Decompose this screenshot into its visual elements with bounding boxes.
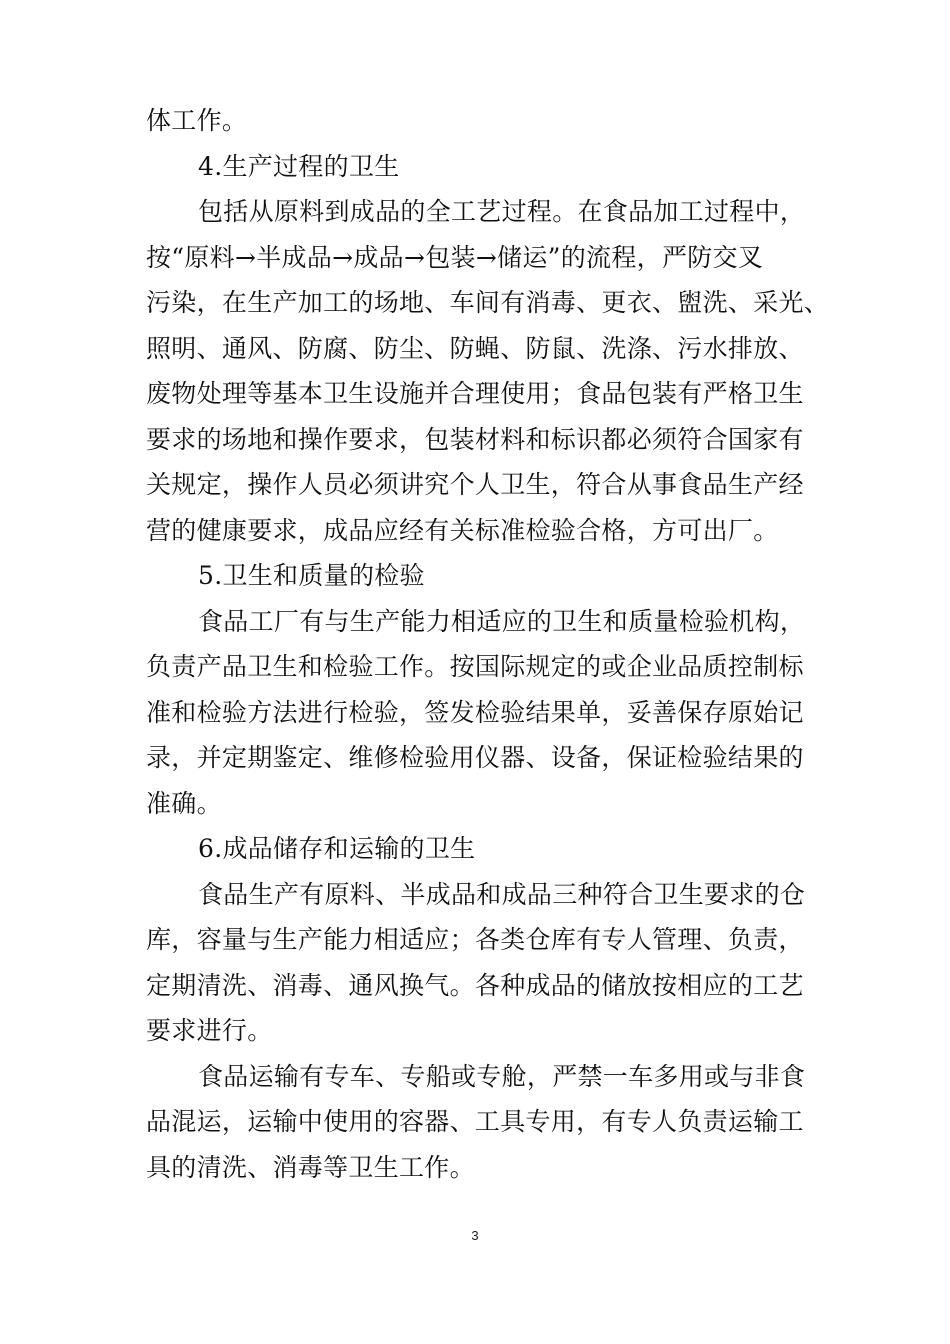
section-heading-6: 6.成品储存和运输的卫生: [198, 834, 476, 863]
text-line: 录，并定期鉴定、维修检验用仪器、设备，保证检验结果的: [146, 743, 804, 772]
text-line: 食品工厂有与生产能力相适应的卫生和质量检验机构，: [198, 606, 806, 636]
text-line: 污染，在生产加工的场地、车间有消毒、更衣、盥洗、采光、: [146, 288, 830, 317]
text-line: 定期清洗、消毒、通风换气。各种成品的储放按相应的工艺: [146, 970, 804, 1000]
text-line: 包括从原料到成品的全工艺过程。在食品加工过程中，: [198, 197, 806, 226]
text-line: 食品运输有专车、专船或专舱，严禁一车多用或与非食: [198, 1061, 806, 1091]
text-line: 具的清洗、消毒等卫生工作。: [146, 1152, 475, 1182]
text-line: 体工作。: [146, 106, 248, 135]
text-line: 库，容量与生产能力相适应；各类仓库有专人管理、负责，: [146, 925, 804, 954]
document-body: [146, 98, 830, 1190]
text-line: 要求进行。: [146, 1016, 273, 1045]
text-line: 关规定，操作人员必须讲究个人卫生，符合从事食品生产经: [146, 470, 804, 499]
text-line: 营的健康要求，成品应经有关标准检验合格，方可出厂。: [146, 515, 779, 545]
text-line: 废物处理等基本卫生设施并合理使用；食品包装有严格卫生: [146, 379, 804, 408]
text-line: 品混运，运输中使用的容器、工具专用，有专人负责运输工: [146, 1107, 804, 1136]
text-line: 准和检验方法进行检验，签发检验结果单，妥善保存原始记: [146, 697, 804, 727]
text-line: 负责产品卫生和检验工作。按国际规定的或企业品质控制标: [146, 652, 804, 681]
text-line: 准确。: [146, 788, 222, 818]
text-line: 食品生产有原料、半成品和成品三种符合卫生要求的仓: [198, 879, 806, 909]
section-heading-4: 4.生产过程的卫生: [198, 151, 400, 181]
page-number: 3: [471, 1228, 479, 1243]
text-line: 按“原料→半成品→成品→包装→储运”的流程，严防交叉: [146, 242, 764, 272]
section-heading-5: 5.卫生和质量的检验: [198, 561, 425, 590]
text-line: 照明、通风、防腐、防尘、防蝇、防鼠、洗涤、污水排放、: [146, 333, 804, 363]
text-line: 要求的场地和操作要求，包装材料和标识都必须符合国家有: [146, 424, 804, 454]
